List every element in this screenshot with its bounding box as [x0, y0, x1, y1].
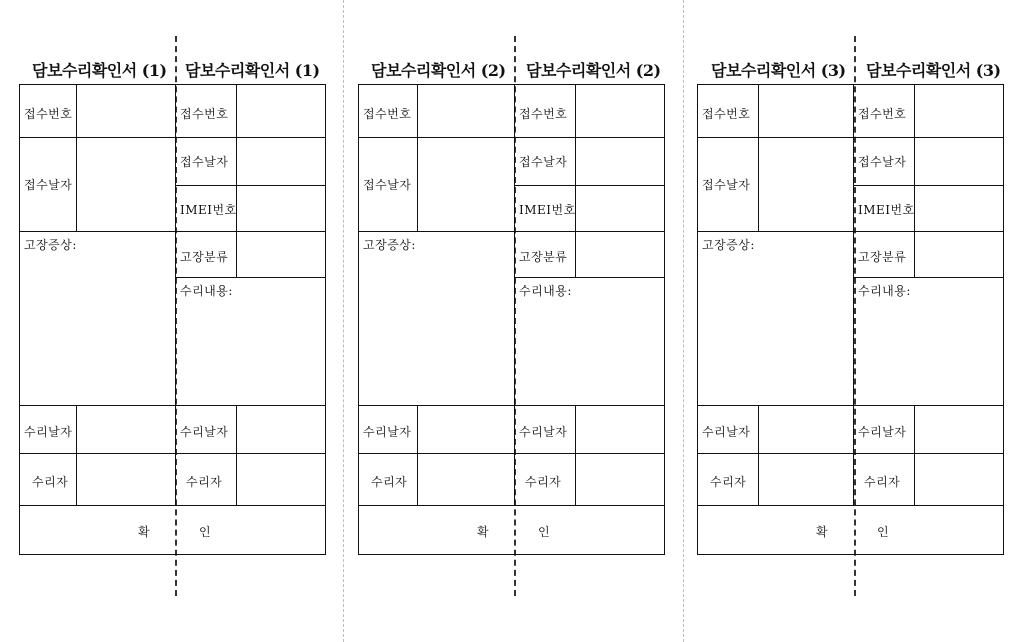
form-title-right: 담보수리확인서 (2) [526, 61, 661, 80]
reception-number-label: 접수번호 [858, 107, 907, 121]
row-divider [698, 231, 853, 232]
form-title-left: 담보수리확인서 (2) [371, 61, 506, 80]
confirm-label: 인 [877, 525, 890, 539]
column-divider [76, 85, 77, 231]
confirm-label: 인 [538, 525, 551, 539]
row-divider [698, 453, 1003, 454]
reception-date-label: 접수날자 [24, 178, 73, 192]
row-divider [514, 277, 664, 278]
row-divider [698, 405, 1003, 406]
repairer-label: 수리자 [864, 475, 901, 489]
imei-label: IMEI번호 [858, 203, 915, 217]
row-divider [514, 137, 664, 138]
center-divider [853, 85, 854, 505]
repair-date-label: 수리날자 [180, 425, 229, 439]
row-divider [20, 505, 325, 506]
row-divider [359, 505, 664, 506]
confirm-label: 확 [816, 525, 829, 539]
row-divider [514, 185, 664, 186]
symptom-label: 고장증상: [24, 238, 77, 252]
form-title-right: 담보수리확인서 (3) [866, 61, 1001, 80]
sheet-separator [683, 0, 684, 642]
repair-date-label: 수리날자 [24, 425, 73, 439]
sheet-separator [343, 0, 344, 642]
imei-label: IMEI번호 [180, 203, 237, 217]
reception-number-label: 접수번호 [24, 107, 73, 121]
row-divider [20, 231, 175, 232]
repair-date-label: 수리날자 [702, 425, 751, 439]
reception-date-label: 접수날자 [702, 178, 751, 192]
center-divider [175, 85, 176, 505]
reception-number-label: 접수번호 [519, 107, 568, 121]
repair-content-label: 수리내용: [519, 284, 572, 298]
row-divider [20, 453, 325, 454]
row-divider [359, 453, 664, 454]
row-divider [20, 137, 175, 138]
repairer-label: 수리자 [525, 475, 562, 489]
repair-content-label: 수리내용: [858, 284, 911, 298]
form-table [19, 84, 326, 555]
form-title-right: 담보수리확인서 (1) [185, 61, 320, 80]
form-title-left: 담보수리확인서 (1) [32, 61, 167, 80]
repair-date-label: 수리날자 [858, 425, 907, 439]
row-divider [175, 277, 325, 278]
column-divider [417, 85, 418, 231]
fault-class-label: 고장분류 [858, 250, 907, 264]
symptom-label: 고장증상: [363, 238, 416, 252]
row-divider [175, 231, 325, 232]
column-divider [914, 85, 915, 277]
repairer-label: 수리자 [186, 475, 223, 489]
repair-date-label: 수리날자 [519, 425, 568, 439]
column-divider [236, 85, 237, 277]
row-divider [20, 405, 325, 406]
center-divider [514, 85, 515, 505]
reception-date-label: 접수날자 [180, 155, 229, 169]
reception-number-label: 접수번호 [702, 107, 751, 121]
row-divider [698, 137, 853, 138]
fault-class-label: 고장분류 [180, 250, 229, 264]
repairer-label: 수리자 [710, 475, 747, 489]
row-divider [853, 231, 1003, 232]
confirm-label: 확 [138, 525, 151, 539]
row-divider [175, 185, 325, 186]
form-table [697, 84, 1004, 555]
symptom-label: 고장증상: [702, 238, 755, 252]
reception-number-label: 접수번호 [363, 107, 412, 121]
reception-date-label: 접수날자 [363, 178, 412, 192]
confirm-label: 확 [477, 525, 490, 539]
repairer-label: 수리자 [371, 475, 408, 489]
reception-date-label: 접수날자 [858, 155, 907, 169]
column-divider [575, 405, 576, 505]
row-divider [853, 137, 1003, 138]
row-divider [853, 185, 1003, 186]
column-divider [417, 405, 418, 505]
row-divider [359, 231, 514, 232]
column-divider [236, 405, 237, 505]
repair-date-label: 수리날자 [363, 425, 412, 439]
repairer-label: 수리자 [32, 475, 69, 489]
row-divider [359, 405, 664, 406]
form-table [358, 84, 665, 555]
column-divider [758, 405, 759, 505]
fault-class-label: 고장분류 [519, 250, 568, 264]
confirm-label: 인 [199, 525, 212, 539]
column-divider [914, 405, 915, 505]
row-divider [698, 505, 1003, 506]
repair-content-label: 수리내용: [180, 284, 233, 298]
reception-date-label: 접수날자 [519, 155, 568, 169]
row-divider [359, 137, 514, 138]
row-divider [853, 277, 1003, 278]
reception-number-label: 접수번호 [180, 107, 229, 121]
form-title-left: 담보수리확인서 (3) [711, 61, 846, 80]
row-divider [514, 231, 664, 232]
column-divider [575, 85, 576, 277]
column-divider [76, 405, 77, 505]
row-divider [175, 137, 325, 138]
column-divider [758, 85, 759, 231]
imei-label: IMEI번호 [519, 203, 576, 217]
